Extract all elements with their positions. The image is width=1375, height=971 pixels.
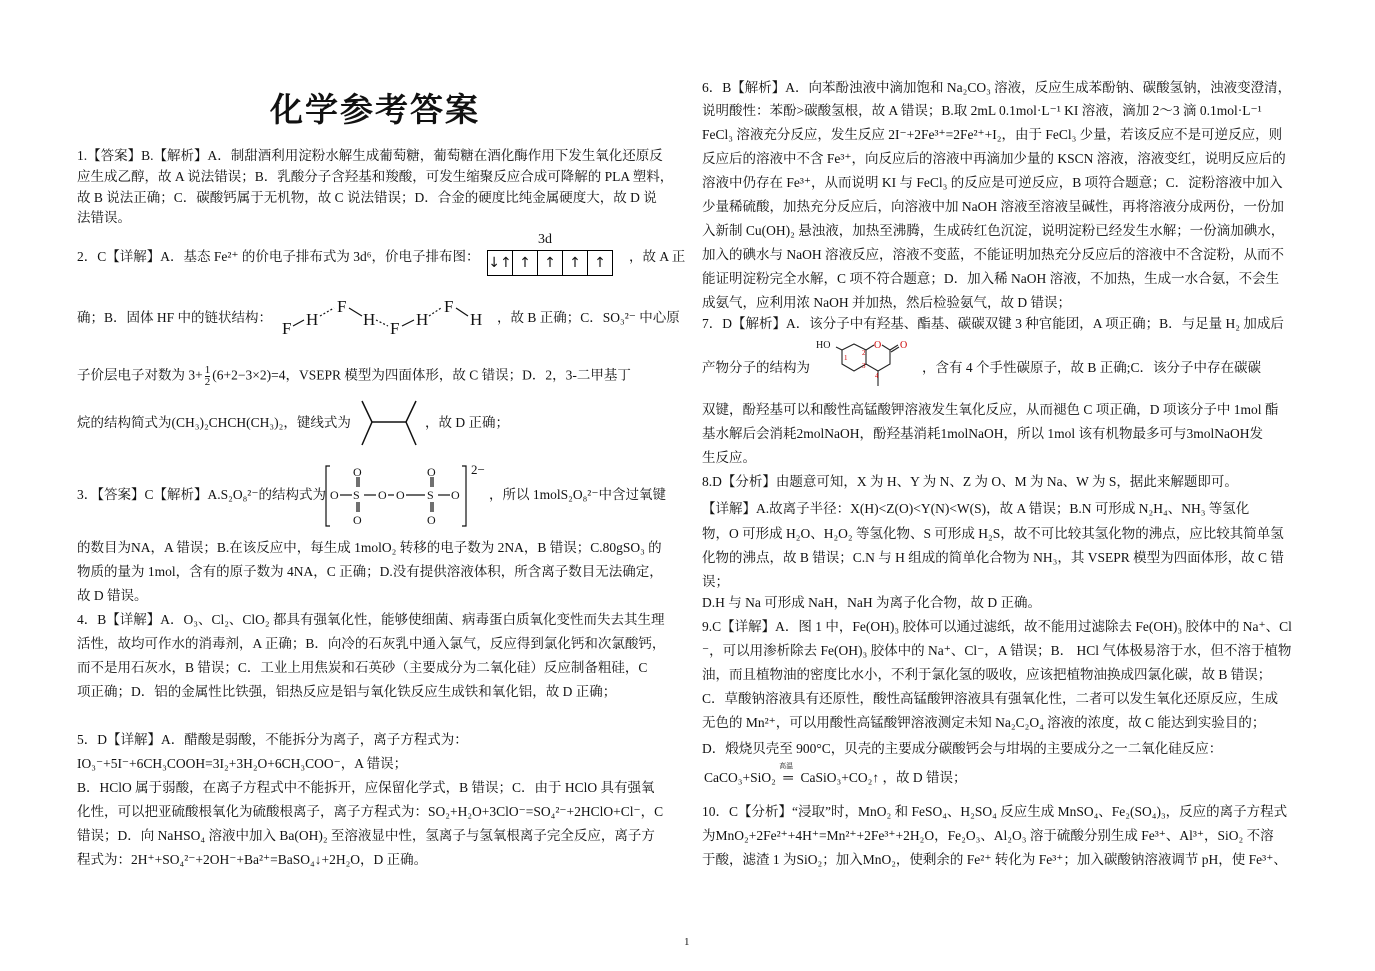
answer-6-line: 少量稀硫酸，加热充分反应后，向溶液中加 NaOH 溶液至溶液呈碱性，再将溶液分成两份，一份加 [702,199,1284,214]
answer-6-line: 成氨气，应利用浓 NaOH 并加热，然后检验氨气，故 D 错误； [702,295,1071,310]
answer-10-line: 10．C【分析】“浸取”时，MnO₂ 和 FeSO₄、H₂SO₄ 反应生成 MnSO₄、Fe₂(SO₄)₃，反应的离子方程式 [702,804,1288,819]
answer-6-line: 加入的碘水与 NaOH 溶液反应，溶液不变蓝，不能证明加热充分反应后的溶液中不含淀粉，从而不 [702,247,1284,262]
answer-6-line: 能证明淀粉完全水解，C 项不符合题意；D．加入稀 NaOH 溶液，不加热，生成一水合氨，不会生 [702,271,1280,286]
answer-2-text-end: ，故 D 正确； [425,415,509,430]
answer-2-text: (6+2−3×2)=4，VSEPR 模型为四面体形，故 C 错误；D．2，3-二甲基丁 [212,367,631,383]
hf-chain-structure [278,292,488,338]
atom: H [306,310,319,329]
answer-4-line: 而不是用石灰水，B 错误；C．工业上用焦炭和石英砂（主要成分为二氧化硅）反应制备粗硅，C [77,660,648,675]
atom: O [427,513,436,527]
chiral-label: 4 [875,372,879,380]
answer-3-line: 的数目为NA，A 错误；B.在该反应中，每生成 1molO₂ 转移的电子数为 2NA，B 错误；C.80gSO₃ 的 [77,540,662,555]
fraction-numerator: 1 [204,364,211,376]
answer-9-line: D．煅烧贝壳至 900°C，贝壳的主要成分碳酸钙会与坩埚的主要成分之一二氧化硅反应： [702,741,1223,756]
answer-5-line: 5．D【详解】A．醋酸是弱酸，不能拆分为离子，离子方程式为： [77,732,468,747]
atom-label: O [874,340,882,351]
ion-charge: 2− [471,462,485,477]
atom: H [416,310,429,329]
answer-3-line: 故 D 错误。 [77,588,148,603]
answer-7-text: 产物分子的结构为 [702,360,810,375]
answer-4-line: 活性，故均可作水的消毒剂，A 正确；B．向冷的石灰乳中通入氯气，反应得到氯化钙和次氯酸钙， [77,636,666,651]
skeletal-formula [360,400,420,446]
answer-6-line: FeCl₃ 溶液充分反应，发生反应 2I⁻+2Fe³⁺=2Fe²⁺+I₂，由于 FeCl₃ 少量，若该反应不是可逆反应，则 [702,127,1283,142]
answer-2-text: 确；B．固体 HF 中的链状结构： [77,310,273,325]
orbital-box: ↓↑ [488,251,513,275]
fraction-denominator: 2 [204,376,211,388]
orbital-box: ↑ [563,251,588,275]
answer-7-line: 7．D【解析】A．该分子中有羟基、酯基、碳碳双键 3 种官能团，A 项正确；B．与足量 H₂ 加成后 [702,316,1284,331]
equation-reactants: CaCO₃+SiO₂ [704,770,776,785]
answer-8-line: 误； [702,574,729,589]
equation-arrow: 高温 ═ [779,762,794,785]
atom: F [337,297,347,316]
atom: O [353,465,362,479]
orbital-box: ↑ [513,251,538,275]
answer-4-line: 4．B【详解】A．O₃、Cl₂、ClO₂ 都具有强氧化性，能够使细菌、病毒蛋白质氧化变性而失去其生理 [77,612,665,627]
equation-tail: ，故 D 错误； [882,770,967,785]
answer-7-line: 双键，酚羟基可以和酸性高锰酸钾溶液发生氧化反应，从而褪色 C 项正确，D 项该分子中 1mol 酯 [702,402,1279,417]
s2o8-structure [322,462,492,530]
atom-label: O [900,340,908,351]
answer-6-line: 反应后的溶液中不含 Fe³⁺，向反应后的溶液中再滴加少量的 KSCN 溶液，溶液变红，说明反应后的 [702,151,1286,166]
orbital-diagram [487,250,613,276]
calcination-equation [704,762,967,786]
answer-6-line: 入新制 Cu(OH)₂ 悬浊液，加热至沸腾，生成砖红色沉淀，说明淀粉已经发生水解；一份滴加碘水， [702,223,1285,238]
answer-7-text-end: ，含有 4 个手性碳原子，故 B 正确;C．该分子中存在碳碳 [922,360,1262,375]
answer-3-line: 物质的量为 1mol，含有的原子数为 4NA，C 正确；D.没有提供溶液体积，所含离子数目无法确定， [77,564,663,579]
answer-10-line: 于酸，滤渣 1 为SiO₂；加入MnO₂，使剩余的 Fe²⁺ 转化为 Fe³⁺；加入碳酸钠溶液调节 pH，使 Fe³⁺、 [702,852,1287,867]
atom: H [363,310,376,329]
orbital-box: ↑ [594,255,606,271]
page-title: 化学参考答案 [270,90,480,129]
equation-products: CaSiO₃+CO₂↑ [800,770,880,785]
answer-7-line [702,358,1302,378]
answer-9-line: 无色的 Mn²⁺，可以用酸性高锰酸钾溶液测定未知 Na₂C₂O₄ 溶液的浓度，故 C 能达到实验目的； [702,715,1266,730]
equation-condition: 高温 [779,762,794,770]
answer-8-line: 化物的沸点，故 B 错误；C.N 与 H 组成的简单化合物为 NH₃，其 VSEPR 模型为四面体形，故 C 错 [702,550,1284,565]
atom: O [396,488,405,502]
answer-8-line: 【详解】A.故离子半径：X(H)<Z(O)<Y(N)<W(S)，故 A 错误；B.N 可形成 N₂H₄、NH₃ 等氢化 [702,501,1250,516]
atom: F [282,319,292,338]
atom: O [378,488,387,502]
atom: F [444,297,454,316]
page-number: 1 [684,936,690,948]
answer-6-line: 溶液中仍存在 Fe³⁺，从而说明 KI 与 FeCl₃ 的反应是可逆反应，B 项符合题意；C．淀粉溶液中加入 [702,175,1283,190]
atom-label: HO [816,340,831,351]
answer-3-text-end: ，所以 1molS₂O₈²⁻中含过氧键 [489,487,666,502]
answer-9-line: 9.C【详解】A．图 1 中，Fe(OH)₃ 胶体可以通过滤纸，故不能用过滤除去 Fe(OH)₃ 胶体中的 Na⁺、Cl [702,619,1292,634]
answer-8-line: 物，O 可形成 H₂O、H₂O₂ 等氢化物、S 可形成 H₂S，故不可比较其氢化物的沸点，应比较其简单氢 [702,526,1284,541]
atom: F [390,319,400,338]
answer-2-text: 子价层电子对数为 3+ [77,367,203,383]
answer-1-line: 应生成乙醇，故 A 说法错误；B．乳酸分子含羟基和羧酸，可发生缩聚反应合成可降解的 PLA 塑料， [77,169,674,184]
atom: S [353,488,360,502]
answer-6-line: 6．B【解析】A．向苯酚浊液中滴加饱和 Na₂CO₃ 溶液，反应生成苯酚钠、碳酸氢钠，浊液变澄清， [702,80,1292,95]
answer-4-line: 项正确；D．铝的金属性比铁强，铝热反应是铝与氧化铁反应生成铁和氧化铝，故 D 正确； [77,684,617,699]
fraction [205,365,211,388]
atom: S [427,488,434,502]
answer-5-line: B．HClO 属于弱酸，在离子方程式中不能拆开，应保留化学式，B 错误；C．由于 HClO 具有强氧 [77,780,655,795]
answer-2-line [77,364,677,388]
answer-7-line: 生反应。 [702,450,756,465]
answer-1-line: 1.【答案】B.【解析】A．制甜酒利用淀粉水解生成葡萄糖，葡萄糖在酒化酶作用下发生氧化还原反 [77,148,663,163]
answer-6-line: 说明酸性：苯酚>碳酸氢根，故 A 错误；B.取 2mL 0.1mol·L⁻¹ KI 溶液，滴加 2～3 滴 0.1mol·L⁻¹ [702,103,1262,118]
orbital-box: ↑ [538,251,563,275]
answer-9-line: C．草酸钠溶液具有还原性，酸性高锰酸钾溶液具有强氧化性，二者可以发生氧化还原反应，生成 [702,691,1279,706]
answer-5-line: 化性，可以把亚硫酸根氧化为硫酸根离子，离子方程式为：SO₂+H₂O+3ClO⁻=SO₄²⁻+2HClO+Cl⁻，C [77,804,664,819]
chiral-label: 1 [844,354,848,362]
answer-9-line: 油，而且植物油的密度比水小，不利于氯化氢的吸收，应该把植物油换成四氯化碳，故 B 错误； [702,667,1272,682]
answer-2-text: 2．C【详解】A．基态 Fe²⁺ 的价电子排布式为 3d⁶，价电子排布图： [77,249,480,264]
atom: O [353,513,362,527]
answer-3-text: 3．【答案】C【解析】A.S₂O₈²⁻的结构式为 [77,487,326,502]
atom: O [427,465,436,479]
answer-5-line: 错误；D．向 NaHSO₄ 溶液中加入 Ba(OH)₂ 至溶液显中性，氢离子与氢氧根离子完全反应，离子方 [77,828,655,843]
answer-1-line: 法错误。 [77,210,131,225]
orbital-label: 3d [538,232,552,247]
chiral-label: 2 [862,349,866,357]
answer-9-line: ⁻，可以用渗析除去 Fe(OH)₃ 胶体中的 Na⁺、Cl⁻，A 错误；B． HCl 气体极易溶于水，但不溶于植物 [702,643,1292,658]
chiral-label: 3 [862,362,866,370]
atom: O [451,488,460,502]
atom: O [330,488,339,502]
answer-8-line: D.H 与 Na 可形成 NaH，NaH 为离子化合物，故 D 正确。 [702,595,1041,610]
answer-7-line: 基水解后会消耗2molNaOH，酚羟基消耗1molNaOH，所以 1mol 该有机物最多可与3molNaOH发 [702,426,1263,441]
answer-5-line: IO₃⁻+5I⁻+6CH₃COOH=3I₂+3H₂O+6CH₃COO⁻，A 错误； [77,756,408,771]
atom: H [470,310,483,329]
answer-8-line: 8.D【分析】由题意可知，X 为 H、Y 为 N、Z 为 O、M 为 Na、W 为 S，据此来解题即可。 [702,474,1238,489]
answer-5-line: 程式为：2H⁺+SO₄²⁻+2OH⁻+Ba²⁺=BaSO₄↓+2H₂O，D 正确。 [77,852,428,867]
answer-2-text: 烷的结构简式为(CH₃)₂CHCH(CH₃)₂，键线式为 [77,415,351,430]
answer-1-line: 故 B 说法正确；C．碳酸钙属于无机物，故 C 说法错误；D．合金的硬度比纯金属硬度大，故 D 说 [77,190,657,205]
molecule-structure [812,338,912,394]
answer-2-text-end: ，故 A 正 [629,249,686,264]
answer-2-text-end: ，故 B 正确；C．SO₃²⁻ 中心原 [497,310,680,325]
answer-10-line: 为MnO₂+2Fe²⁺+4H⁺=Mn²⁺+2Fe³⁺+2H₂O，Fe₂O₃、Al₂O₃ 溶于硫酸分别生成 Fe³⁺、Al³⁺，SiO₂ 不溶 [702,828,1274,843]
